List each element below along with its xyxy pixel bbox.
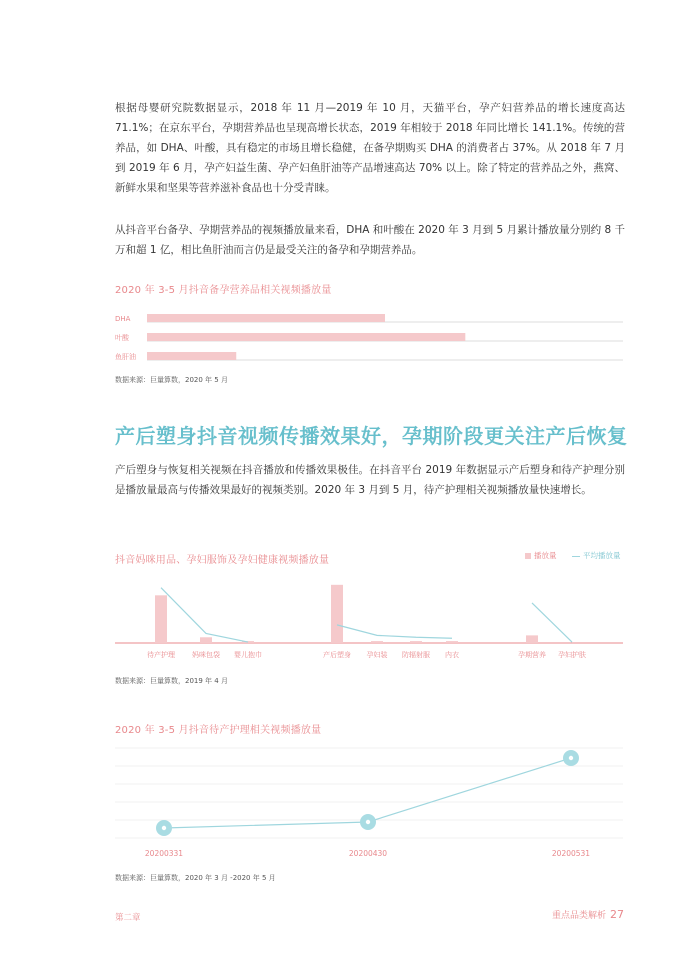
chart3-title: 2020 年 3-5 月抖音待产护理相关视频播放量 xyxy=(115,725,322,736)
legend-line-swatch xyxy=(572,556,580,557)
chart3-marker-center xyxy=(569,756,573,760)
postpartum-paragraph: 产后塑身与恢复相关视频在抖音播放和传播效果极佳。在抖音平台 2019 年数据显示产后塑身和待产护理分别是播放量最高与传播效果最好的视频类别。2020 年 3 月到 5 月，待产护理相关视频播放量快速增长。 xyxy=(115,464,625,496)
chart1-source: 数据来源：巨量算数，2020 年 5 月 xyxy=(115,376,228,384)
chart2-bar xyxy=(446,641,458,643)
chart2-bar xyxy=(410,641,422,643)
chart2-bar xyxy=(155,595,167,643)
chart2-bar xyxy=(371,641,383,643)
chart1-category-label: DHA xyxy=(115,315,131,323)
chart2-category-label: 婴儿抱巾 xyxy=(234,651,262,659)
chart2-source: 数据来源：巨量算数，2019 年 4 月 xyxy=(115,677,228,685)
legend-line-label: 平均播放量 xyxy=(583,551,621,560)
chart2-category-label: 产后塑身 xyxy=(323,651,351,659)
douyin-nutrition-paragraph: 从抖音平台备孕、孕期营养品的视频播放量来看，DHA 和叶酸在 2020 年 3 月到 5 月累计播放量分别约 8 千万和超 1 亿，相比鱼肝油而言仍是最受关注的备孕和孕期营养品。 xyxy=(115,224,625,256)
chart1-category-label: 叶酸 xyxy=(115,334,129,342)
chart2-category-label: 待产护理 xyxy=(147,651,175,659)
footer-chapter: 第二章 xyxy=(115,913,141,923)
chart2-bar xyxy=(526,635,538,643)
chart3-line-chart xyxy=(0,738,680,868)
section-heading: 产后塑身抖音视频传播效果好，孕期阶段更关注产后恢复 xyxy=(115,424,628,448)
page-number: 27 xyxy=(610,908,624,921)
chart2-category-label: 孕期营养 xyxy=(518,651,546,659)
chart1-category-label: 鱼肝油 xyxy=(115,353,136,361)
chart2-legend-bar xyxy=(525,550,557,561)
chart2-category-label: 妈咪包袋 xyxy=(192,651,220,659)
chart2-category-label: 防辐射服 xyxy=(402,651,430,659)
chart1-bar xyxy=(147,314,385,322)
chart3-marker-center xyxy=(162,826,166,830)
chart2-combo-chart xyxy=(0,570,680,670)
chart2-title: 抖音妈咪用品、孕妇服饰及孕妇健康视频播放量 xyxy=(115,555,330,566)
chart1-bar xyxy=(147,333,465,341)
chart2-bar xyxy=(200,637,212,643)
chart3-source: 数据来源：巨量算数，2020 年 3 月 -2020 年 5 月 xyxy=(115,874,276,882)
chart2-category-label: 孕妇装 xyxy=(366,651,388,659)
chart2-category-label: 孕妇护肤 xyxy=(558,651,586,659)
chart3-marker-center xyxy=(366,820,370,824)
chart2-category-label: 内衣 xyxy=(445,651,459,659)
chart2-legend-line xyxy=(572,550,621,561)
legend-bar-swatch xyxy=(525,553,531,559)
footer-section-label: 重点品类解析 xyxy=(551,911,606,921)
chart3-x-tick-label: 20200430 xyxy=(348,849,388,858)
chart1-title: 2020 年 3-5 月抖音备孕营养品相关视频播放量 xyxy=(115,285,332,296)
chart2-series-line xyxy=(337,625,452,638)
chart3-x-tick-label: 20200531 xyxy=(551,849,591,858)
chart1-horizontal-bar-chart xyxy=(0,308,680,368)
chart1-bar xyxy=(147,352,236,360)
intro-paragraph: 根据母婴研究院数据显示，2018 年 11 月—2019 年 10 月，天猫平台，孕产妇营养品的增长速度高达 71.1%；在京东平台，孕期营养品也呈现高增长状态，2019 年相较于 2018 年同比增长 141.1%。传统的营养品，如 DHA、叶酸，具有稳定的市场且增长稳健，在备孕期购买 DHA 的消费者占 37%。从 2018 年 7 月到 2019 年 6 月，孕产妇益生菌、孕产妇鱼肝油等产品增速高达 70% 以上。除了特定的营养品之外，燕窝、新鲜水果和坚果等营养滋补食品也十分受青睐。 xyxy=(115,102,625,194)
footer-section xyxy=(552,908,624,921)
legend-bar-label: 播放量 xyxy=(534,551,557,560)
chart2-series-line xyxy=(161,588,248,642)
chart2-bar xyxy=(331,585,343,643)
chart3-x-tick-label: 20200331 xyxy=(144,849,184,858)
